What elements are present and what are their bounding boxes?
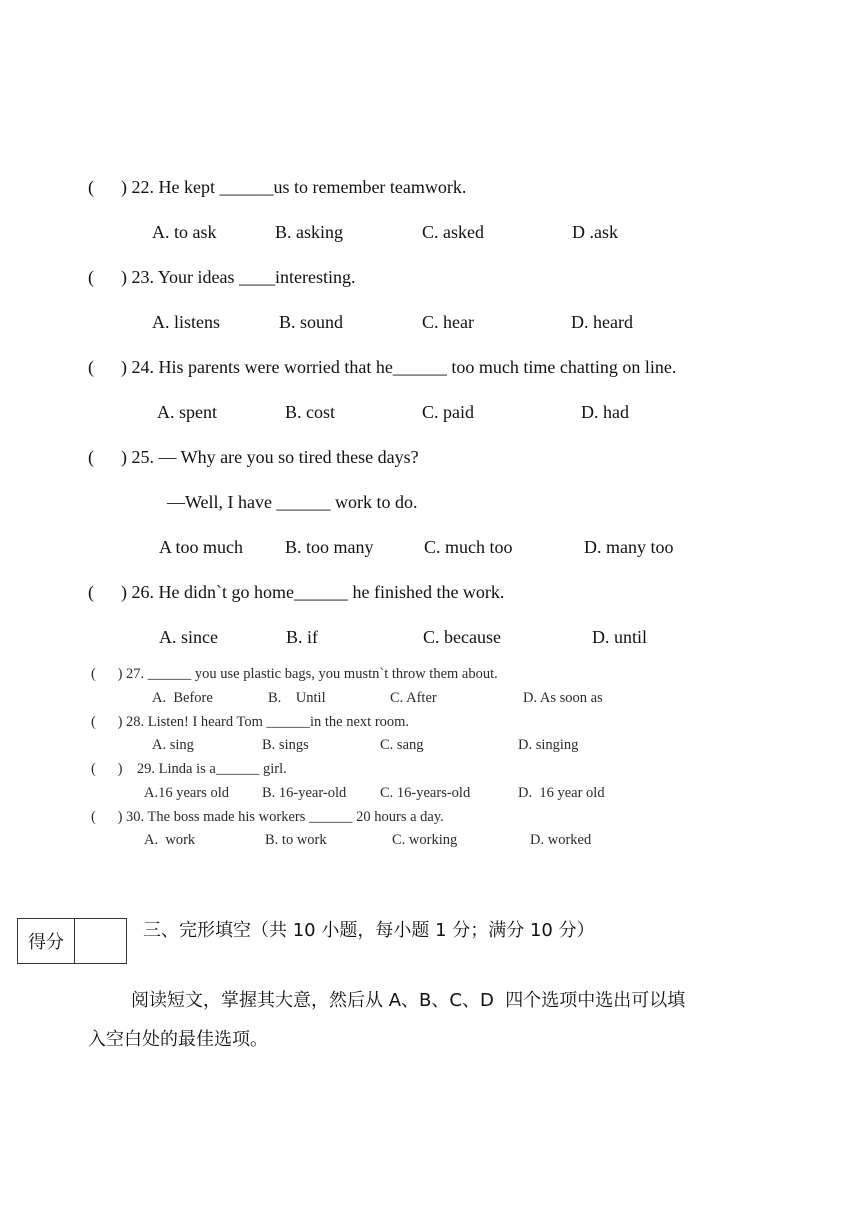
question-25-reply: —Well, I have ______ work to do. bbox=[167, 492, 418, 512]
question-25-option-a: A too much bbox=[159, 537, 243, 557]
question-26-option-d: D. until bbox=[592, 627, 648, 647]
question-25-stem: ( ) 25. — Why are you so tired these days? bbox=[88, 447, 419, 467]
question-29-option-b: B. 16-year-old bbox=[262, 785, 347, 801]
question-26-option-b: B. if bbox=[286, 627, 319, 647]
question-29-option-c: C. 16-years-old bbox=[380, 785, 471, 801]
question-26-option-c: C. because bbox=[423, 627, 501, 647]
question-28-option-d: D. singing bbox=[518, 737, 579, 753]
question-24-option-d: D. had bbox=[581, 402, 629, 422]
score-box bbox=[17, 918, 127, 964]
question-29-option-a: A.16 years old bbox=[144, 785, 229, 801]
question-24-stem: ( ) 24. His parents were worried that he______ too much time chatting on line. bbox=[88, 357, 677, 377]
question-22-stem: ( ) 22. He kept ______us to remember teamwork. bbox=[88, 177, 467, 197]
question-23-option-a: A. listens bbox=[152, 312, 221, 332]
section-heading: 三、完形填空（共 10 小题，每小题 1 分；满分 10 分） bbox=[143, 920, 595, 941]
section-instruction-line1: 阅读短文，掌握其大意，然后从 A、B、C、D 四个选项中选出可以填 bbox=[131, 990, 686, 1011]
question-30-stem: ( ) 30. The boss made his workers ______ 20 hours a day. bbox=[91, 809, 444, 825]
question-26-stem: ( ) 26. He didn`t go home______ he finished the work. bbox=[88, 582, 505, 602]
question-26-option-a: A. since bbox=[159, 627, 218, 647]
question-23-option-c: C. hear bbox=[422, 312, 474, 332]
section-instruction-line2: 入空白处的最佳选项。 bbox=[88, 1029, 268, 1050]
question-25-option-c: C. much too bbox=[424, 537, 513, 557]
question-28-stem: ( ) 28. Listen! I heard Tom ______in the next room. bbox=[91, 714, 410, 730]
question-24-option-b: B. cost bbox=[285, 402, 336, 422]
question-28-option-c: C. sang bbox=[380, 737, 424, 753]
question-25-option-d: D. many too bbox=[584, 537, 674, 557]
question-30-option-b: B. to work bbox=[265, 832, 327, 848]
question-29-stem: ( ) 29. Linda is a______ girl. bbox=[91, 761, 287, 777]
question-24-option-c: C. paid bbox=[422, 402, 474, 422]
question-22-option-a: A. to ask bbox=[152, 222, 217, 242]
question-22-option-d: D .ask bbox=[572, 222, 618, 242]
question-27-stem: ( ) 27. ______ you use plastic bags, you mustn`t throw them about. bbox=[91, 666, 498, 682]
question-27-option-d: D. As soon as bbox=[523, 690, 603, 706]
question-27-option-a: A. Before bbox=[152, 690, 213, 706]
question-23-stem: ( ) 23. Your ideas ____interesting. bbox=[88, 267, 356, 287]
question-22-option-c: C. asked bbox=[422, 222, 484, 242]
question-30-option-a: A. work bbox=[144, 832, 196, 848]
question-23-option-d: D. heard bbox=[571, 312, 633, 332]
question-24-option-a: A. spent bbox=[157, 402, 217, 422]
question-27-option-c: C. After bbox=[390, 690, 437, 706]
question-30-option-d: D. worked bbox=[530, 832, 592, 848]
question-25-option-b: B. too many bbox=[285, 537, 374, 557]
score-blank-cell bbox=[75, 919, 126, 963]
question-22-option-b: B. asking bbox=[275, 222, 344, 242]
question-23-option-b: B. sound bbox=[279, 312, 344, 332]
question-27-option-b: B. Until bbox=[268, 690, 326, 706]
question-28-option-b: B. sings bbox=[262, 737, 309, 753]
question-30-option-c: C. working bbox=[392, 832, 458, 848]
question-28-option-a: A. sing bbox=[152, 737, 194, 753]
question-29-option-d: D. 16 year old bbox=[518, 785, 605, 801]
score-label: 得分 bbox=[18, 919, 75, 963]
